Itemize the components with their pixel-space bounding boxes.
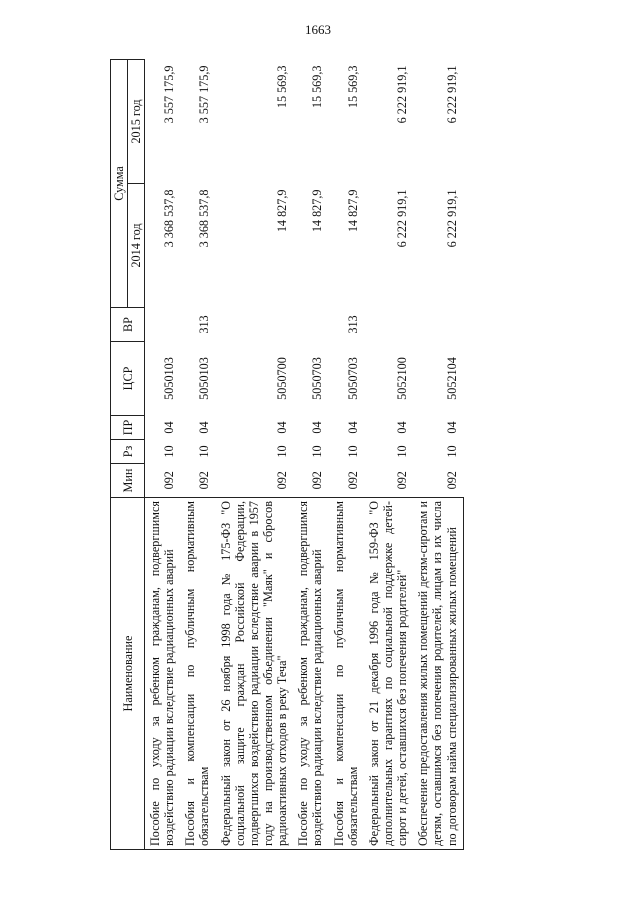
row-name: Федеральный закон от 21 декабря 1996 года № 159-ФЗ "О дополнительных гарантиях по социальной поддержке детей-сирот и детей, оставшихся без попечения родителей" — [364, 498, 413, 850]
table-row — [413, 59, 463, 849]
row-pr: 04 — [345, 421, 360, 434]
row-pr: 04 — [395, 421, 410, 434]
row-csr: 5050703 — [345, 357, 360, 400]
row-min: 092 — [197, 471, 212, 490]
row-csr: 5052100 — [395, 357, 410, 400]
row-rz: 10 — [197, 445, 212, 458]
header-2015: 2015 год — [128, 59, 145, 183]
row-csr: 5050103 — [162, 357, 177, 400]
row-min: 092 — [162, 471, 177, 490]
table-row — [145, 59, 181, 849]
row-rz: 10 — [345, 445, 360, 458]
header-name: Наименование — [111, 498, 145, 850]
row-name: Пособия и компенсации по публичным нормативным обязательствам — [329, 498, 364, 850]
row-sum-2014: 3 368 537,8 — [162, 189, 177, 248]
table-row — [180, 59, 215, 849]
row-rz: 10 — [310, 445, 325, 458]
row-min: 092 — [395, 471, 410, 490]
table-row — [364, 59, 413, 849]
row-sum-2015: 3 557 175,9 — [197, 65, 212, 124]
row-sum-2015: 15 569,3 — [275, 65, 290, 109]
row-pr: 04 — [162, 421, 177, 434]
row-csr: 5050103 — [197, 357, 212, 400]
row-sum-2014: 6 222 919,1 — [395, 189, 410, 248]
row-sum-2014: 3 368 537,8 — [197, 189, 212, 248]
table-row — [216, 59, 294, 849]
row-pr: 04 — [445, 421, 460, 434]
header-rz: Рз — [111, 440, 145, 464]
row-sum-2014: 14 827,9 — [310, 189, 325, 233]
row-sum-2014: 14 827,9 — [275, 189, 290, 233]
row-rz: 10 — [162, 445, 177, 458]
header-sum: Сумма — [111, 59, 128, 307]
table-row — [293, 59, 328, 849]
row-sum-2015: 3 557 175,9 — [162, 65, 177, 124]
row-name: Пособие по уходу за ребенком гражданам, подвергшимся воздействию радиации вследствие радиационных аварий — [293, 498, 328, 850]
header-2014: 2014 год — [128, 184, 145, 308]
row-sum-2015: 6 222 919,1 — [445, 65, 460, 124]
row-sum-2014: 6 222 919,1 — [445, 189, 460, 248]
row-sum-2014: 14 827,9 — [345, 189, 360, 233]
row-vr — [216, 308, 294, 342]
row-name: Пособие по уходу за ребенком гражданам, подвергшимся воздействию радиации вследствие радиационных аварий — [145, 498, 181, 850]
row-min: 092 — [345, 471, 360, 490]
row-vr: 313 — [345, 315, 360, 334]
row-name: Федеральный закон от 26 ноября 1998 года № 175-ФЗ "О социальной защите граждан Российской Федерации, подвергшихся воздействию радиации вследствие аварии в 1957 году на производственном объединении "Маяк" и сбросов радиоактивных отходов в реку Теча" — [216, 498, 294, 850]
row-rz: 10 — [395, 445, 410, 458]
row-min: 092 — [310, 471, 325, 490]
row-pr: 04 — [310, 421, 325, 434]
row-csr: 5050703 — [310, 357, 325, 400]
row-vr — [364, 308, 413, 342]
row-min: 092 — [275, 471, 290, 490]
row-csr: 5052104 — [445, 357, 460, 400]
row-sum-2015: 6 222 919,1 — [395, 65, 410, 124]
budget-table — [110, 59, 464, 850]
header-min: Мин — [111, 464, 145, 498]
row-rz: 10 — [445, 445, 460, 458]
row-vr — [413, 308, 463, 342]
row-csr: 5050700 — [275, 357, 290, 400]
row-name: Пособия и компенсации по публичным нормативным обязательствам — [180, 498, 215, 850]
row-pr: 04 — [197, 421, 212, 434]
row-sum-2015: 15 569,3 — [345, 65, 360, 109]
header-vr: ВР — [111, 308, 145, 342]
row-vr — [145, 308, 181, 342]
row-name: Обеспечение предоставления жилых помещений детям-сиротам и детям, оставшимся без попечения родителей, лицам из их числа по договорам найма специализированных жилых помещений — [413, 498, 463, 850]
row-sum-2015: 15 569,3 — [310, 65, 325, 109]
header-csr: ЦСР — [111, 342, 145, 416]
row-vr: 313 — [197, 315, 212, 334]
table-row — [329, 59, 364, 849]
rotated-table-wrapper — [110, 50, 610, 850]
row-min: 092 — [445, 471, 460, 490]
page-number: 1663 — [305, 22, 331, 37]
row-vr — [293, 308, 328, 342]
row-rz: 10 — [275, 445, 290, 458]
row-pr: 04 — [275, 421, 290, 434]
header-pr: ПР — [111, 416, 145, 440]
